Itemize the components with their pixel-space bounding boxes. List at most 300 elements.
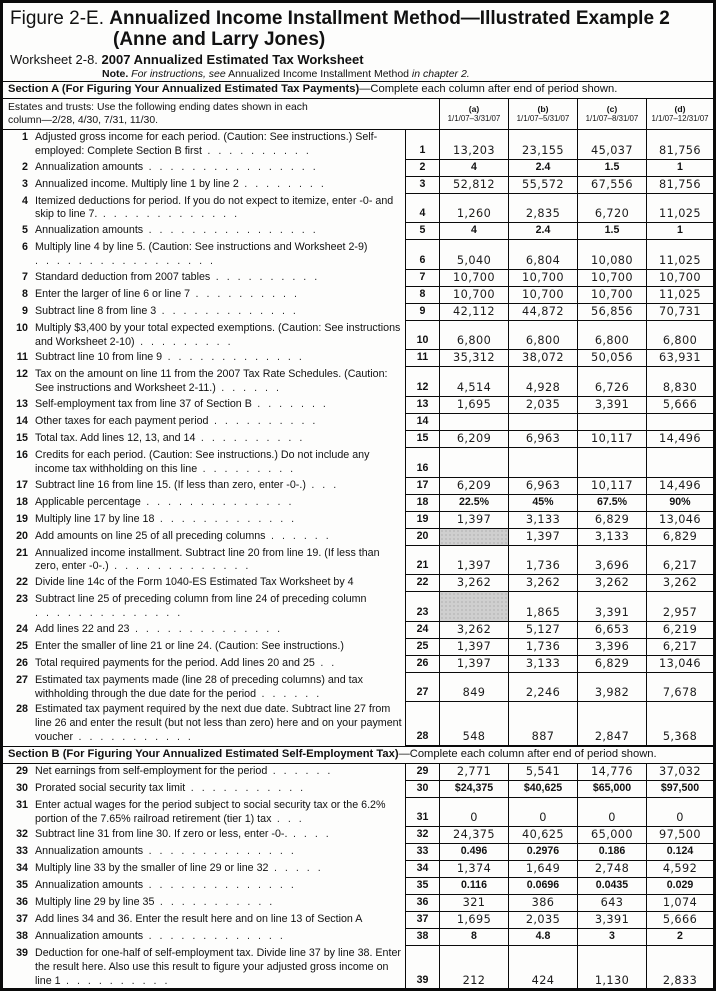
row-17-value-a: 6,209 (439, 478, 508, 495)
row-38-label: 38 (16, 930, 28, 943)
estates-trusts-note: Estates and trusts: Use the following ending dates shown in each column—2/28, 4/30, 7/31, 11/30. (3, 99, 439, 130)
row-33-value-d: 0.124 (646, 844, 713, 861)
row-14-value-d (646, 414, 713, 431)
row-20-value-c: 3,133 (577, 529, 646, 546)
row-37-label: 37 (16, 913, 28, 926)
row-23-value-a (439, 592, 508, 622)
row-10-text: Multiply $3,400 by your total expected exemptions. (Caution: See instructions and Worksheet 2-10) (35, 321, 401, 348)
row-9-number: 9 (405, 304, 439, 321)
row-17-description (3, 478, 405, 495)
row-36-description (3, 895, 405, 912)
row-11-text: Subtract line 10 from line 9 (35, 351, 163, 364)
row-12-description (3, 367, 405, 397)
row-21-label: 21 (16, 546, 28, 559)
row-16-text: Credits for each period. (Caution: See instructions.) Do not include any income tax withholding on this line (35, 448, 370, 475)
row-30-text: Prorated social security tax limit (35, 781, 186, 794)
dot-leader: . . . . . . . (251, 397, 329, 410)
row-30-number: 30 (405, 781, 439, 798)
row-3-value-a: 52,812 (439, 177, 508, 194)
row-29-label: 29 (16, 764, 28, 777)
row-7-value-a: 10,700 (439, 270, 508, 287)
row-34-description (3, 861, 405, 878)
row-14-value-c (577, 414, 646, 431)
row-26-label: 26 (16, 656, 28, 669)
dot-leader: . . . (305, 478, 339, 491)
row-8-value-d: 11,025 (646, 287, 713, 304)
dot-leader: . . . . . . . . . . . (185, 781, 306, 794)
row-9-description (3, 304, 405, 321)
row-30-label: 30 (16, 781, 28, 794)
row-18-value-d: 90% (646, 495, 713, 512)
row-1-value-d: 81,756 (646, 130, 713, 160)
row-21-value-c: 3,696 (577, 546, 646, 576)
row-13-number: 13 (405, 397, 439, 414)
row-38-text: Annualization amounts (35, 930, 144, 943)
row-10-description (3, 321, 405, 351)
row-33-value-a: 0.496 (439, 844, 508, 861)
row-24-text: Add lines 22 and 23 (35, 622, 130, 635)
row-27-text: Estimated tax payments made (line 28 of preceding columns) and tax withholding through the due date for the period (35, 673, 363, 700)
dot-leader: . . . . . . . . . . . . . (162, 351, 305, 364)
row-5-text: Annualization amounts (35, 224, 144, 237)
row-8-text: Enter the larger of line 6 or line 7 (35, 287, 191, 300)
row-9-value-d: 70,731 (646, 304, 713, 321)
row-36-value-b: 386 (508, 895, 577, 912)
row-1-value-b: 23,155 (508, 130, 577, 160)
row-13-value-b: 2,035 (508, 397, 577, 414)
column-header-c: (c) 1/1/07–8/31/07 (577, 99, 646, 130)
worksheet-label: Worksheet 2-8. (10, 52, 98, 67)
worksheet-subtitle (10, 52, 707, 68)
dot-leader: . . . . . (268, 862, 324, 875)
row-36-value-c: 643 (577, 895, 646, 912)
row-2-value-c: 1.5 (577, 160, 646, 177)
row-13-text: Self-employment tax from line 37 of Section B (35, 397, 252, 410)
row-37-value-a: 1,695 (439, 912, 508, 929)
row-31-text: Enter actual wages for the period subject to social security tax or the 6.2% portion of the 7.65% railroad retirement (tier 1) tax (35, 798, 386, 825)
row-12-value-d: 8,830 (646, 367, 713, 397)
row-30-value-d: $97,500 (646, 781, 713, 798)
row-37-value-c: 3,391 (577, 912, 646, 929)
row-2-label: 2 (22, 160, 28, 173)
section-b-table-wrap (3, 764, 713, 991)
row-3-value-d: 81,756 (646, 177, 713, 194)
row-30-value-b: $40,625 (508, 781, 577, 798)
row-16-value-d (646, 448, 713, 478)
row-27-number: 27 (405, 673, 439, 703)
column-header-a: (a) 1/1/07–3/31/07 (439, 99, 508, 130)
row-37-description (3, 912, 405, 929)
dot-leader: . . . . . . (256, 687, 322, 700)
row-28-value-c: 2,847 (577, 702, 646, 745)
row-29-text: Net earnings from self-employment for the period (35, 764, 268, 777)
row-36-number: 36 (405, 895, 439, 912)
row-8-label: 8 (22, 287, 28, 300)
column-header-b: (b) 1/1/07–5/31/07 (508, 99, 577, 130)
row-36-value-a: 321 (439, 895, 508, 912)
row-21-description (3, 546, 405, 576)
row-34-value-d: 4,592 (646, 861, 713, 878)
row-8-value-c: 10,700 (577, 287, 646, 304)
row-28-label: 28 (16, 703, 28, 716)
row-27-value-c: 3,982 (577, 673, 646, 703)
row-13-description (3, 397, 405, 414)
dot-leader: . . . . . . . . . . (208, 414, 318, 427)
row-32-label: 32 (16, 828, 28, 841)
row-10-number: 10 (405, 321, 439, 351)
row-5-value-c: 1.5 (577, 223, 646, 240)
row-7-value-d: 10,700 (646, 270, 713, 287)
row-10-value-b: 6,800 (508, 321, 577, 351)
row-21-number: 21 (405, 546, 439, 576)
row-3-text: Annualized income. Multiply line 1 by line 2 (35, 177, 239, 190)
row-25-value-d: 6,217 (646, 639, 713, 656)
dot-leader: . . . . . . . . . . . . . . (35, 606, 183, 619)
row-36-value-d: 1,074 (646, 895, 713, 912)
dot-leader: . . . . . . . . (238, 177, 327, 190)
row-2-description (3, 160, 405, 177)
row-25-number: 25 (405, 639, 439, 656)
row-5-number: 5 (405, 223, 439, 240)
row-37-value-d: 5,666 (646, 912, 713, 929)
row-24-value-b: 5,127 (508, 622, 577, 639)
row-25-text: Enter the smaller of line 21 or line 24. (Caution: See instructions.) (35, 639, 344, 652)
row-32-number: 32 (405, 827, 439, 844)
row-39-value-c: 1,130 (577, 946, 646, 989)
row-9-text: Subtract line 8 from line 3 (35, 304, 157, 317)
row-20-label: 20 (16, 529, 28, 542)
row-7-value-b: 10,700 (508, 270, 577, 287)
row-20-value-a (439, 529, 508, 546)
row-34-value-c: 2,748 (577, 861, 646, 878)
row-29-value-b: 5,541 (508, 764, 577, 781)
row-22-description (3, 575, 405, 592)
row-24-number: 24 (405, 622, 439, 639)
row-38-value-b: 4.8 (508, 929, 577, 946)
row-15-value-a: 6,209 (439, 431, 508, 448)
row-39-number: 39 (405, 946, 439, 989)
dot-leader: . . . . . . . . . . (210, 270, 320, 283)
row-5-value-b: 2.4 (508, 223, 577, 240)
row-28-number: 28 (405, 702, 439, 745)
dot-leader: . . . . . . . . . . (195, 431, 305, 444)
row-8-description (3, 287, 405, 304)
row-18-value-b: 45% (508, 495, 577, 512)
row-12-text: Tax on the amount on line 11 from the 2007 Tax Rate Schedules. (Caution: See instructions and Worksheet 2-11.) (35, 368, 388, 395)
row-19-value-d: 13,046 (646, 512, 713, 529)
dot-leader: . . . . . . . . . . . . . . (143, 879, 297, 892)
row-35-value-d: 0.029 (646, 878, 713, 895)
row-19-number: 19 (405, 512, 439, 529)
row-30-value-a: $24,375 (439, 781, 508, 798)
row-10-value-d: 6,800 (646, 321, 713, 351)
row-29-value-a: 2,771 (439, 764, 508, 781)
row-16-value-a (439, 448, 508, 478)
row-21-text: Annualized income installment. Subtract line 20 from line 19. (If less than zero, enter -0-.) (35, 546, 380, 573)
dot-leader: . . . . . . . . . . . . . (156, 304, 299, 317)
row-19-text: Multiply line 17 by line 18 (35, 512, 155, 525)
row-10-label: 10 (16, 321, 28, 334)
row-3-description (3, 177, 405, 194)
row-4-number: 4 (405, 194, 439, 224)
row-27-value-b: 2,246 (508, 673, 577, 703)
row-3-value-b: 55,572 (508, 177, 577, 194)
row-15-value-c: 10,117 (577, 431, 646, 448)
row-5-value-a: 4 (439, 223, 508, 240)
row-18-value-c: 67.5% (577, 495, 646, 512)
row-2-value-b: 2.4 (508, 160, 577, 177)
row-34-value-a: 1,374 (439, 861, 508, 878)
row-32-text: Subtract line 31 from line 30. If zero or less, enter -0-. (35, 828, 288, 841)
row-24-value-a: 3,262 (439, 622, 508, 639)
row-4-value-b: 2,835 (508, 194, 577, 224)
row-27-value-d: 7,678 (646, 673, 713, 703)
dot-leader: . . . . . . . . . . . . . . (140, 495, 294, 508)
row-25-label: 25 (16, 639, 28, 652)
row-4-value-a: 1,260 (439, 194, 508, 224)
row-21-value-d: 6,217 (646, 546, 713, 576)
row-19-description (3, 512, 405, 529)
row-23-description (3, 592, 405, 622)
row-22-number: 22 (405, 575, 439, 592)
row-23-number: 23 (405, 592, 439, 622)
row-28-text: Estimated tax payment required by the next due date. Subtract line 27 from line 26 and enter the result (but not less than zero) here and on your payment voucher (35, 703, 402, 743)
row-2-number: 2 (405, 160, 439, 177)
dot-leader: . . . . . . . . . . (201, 144, 312, 157)
figure-title-line2: (Anne and Larry Jones) (113, 29, 326, 50)
row-27-label: 27 (16, 673, 28, 686)
row-12-value-b: 4,928 (508, 367, 577, 397)
row-5-value-d: 1 (646, 223, 713, 240)
figure-title-line1 (10, 8, 707, 29)
row-14-value-b (508, 414, 577, 431)
row-39-value-b: 424 (508, 946, 577, 989)
row-2-value-d: 1 (646, 160, 713, 177)
row-1-text: Adjusted gross income for each period. (Caution: See instructions.) Self-employed: Complete Section B first (35, 131, 378, 157)
row-38-number: 38 (405, 929, 439, 946)
row-16-value-c (577, 448, 646, 478)
row-17-value-c: 10,117 (577, 478, 646, 495)
row-29-description (3, 764, 405, 781)
row-1-value-a: 13,203 (439, 130, 508, 160)
row-37-text: Add lines 34 and 36. Enter the result here and on line 13 of Section A (35, 913, 363, 926)
row-28-value-b: 887 (508, 702, 577, 745)
dot-leader: . . . . . . (267, 764, 333, 777)
row-26-value-b: 3,133 (508, 656, 577, 673)
row-12-value-c: 6,726 (577, 367, 646, 397)
row-17-value-b: 6,963 (508, 478, 577, 495)
row-35-label: 35 (16, 879, 28, 892)
row-32-value-c: 65,000 (577, 827, 646, 844)
row-12-value-a: 4,514 (439, 367, 508, 397)
column-header-d: (d) 1/1/07–12/31/07 (646, 99, 713, 130)
row-36-label: 36 (16, 896, 28, 909)
row-7-text: Standard deduction from 2007 tables (35, 270, 211, 283)
row-20-description (3, 529, 405, 546)
row-39-value-a: 212 (439, 946, 508, 989)
row-33-description (3, 844, 405, 861)
row-32-description (3, 827, 405, 844)
dot-leader: . . . . . . . . . . (190, 287, 300, 300)
row-11-label: 11 (16, 351, 28, 364)
row-24-value-d: 6,219 (646, 622, 713, 639)
dot-leader: . . . . . . . . . (197, 462, 296, 475)
row-6-value-a: 5,040 (439, 240, 508, 270)
row-32-value-b: 40,625 (508, 827, 577, 844)
row-14-number: 14 (405, 414, 439, 431)
row-37-value-b: 2,035 (508, 912, 577, 929)
row-9-value-a: 42,112 (439, 304, 508, 321)
row-35-value-b: 0.0696 (508, 878, 577, 895)
row-7-number: 7 (405, 270, 439, 287)
row-38-value-c: 3 (577, 929, 646, 946)
row-4-value-c: 6,720 (577, 194, 646, 224)
row-12-label: 12 (16, 368, 28, 381)
row-24-value-c: 6,653 (577, 622, 646, 639)
row-34-value-b: 1,649 (508, 861, 577, 878)
dot-leader: . . . . . . . . . . . . . (97, 208, 240, 221)
row-33-label: 33 (16, 845, 28, 858)
row-22-label: 22 (16, 576, 28, 589)
row-32-value-d: 97,500 (646, 827, 713, 844)
figure-title-text: Annualized Income Installment Method—Illustrated Example 2 (109, 8, 670, 29)
row-15-description (3, 431, 405, 448)
row-10-value-c: 6,800 (577, 321, 646, 351)
row-6-value-d: 11,025 (646, 240, 713, 270)
dot-leader: . . . . . . (215, 382, 282, 395)
row-25-value-c: 3,396 (577, 639, 646, 656)
row-34-label: 34 (16, 862, 28, 875)
row-1-number: 1 (405, 130, 439, 160)
row-31-description (3, 798, 405, 828)
row-35-value-a: 0.116 (439, 878, 508, 895)
row-28-value-d: 5,368 (646, 702, 713, 745)
dot-leader: . . . . . . (265, 529, 332, 542)
row-30-description (3, 781, 405, 798)
row-20-text: Add amounts on line 25 of all preceding columns (35, 529, 266, 542)
dot-leader: . . . . . . . . . . . . . . (143, 845, 297, 858)
row-34-number: 34 (405, 861, 439, 878)
row-13-value-a: 1,695 (439, 397, 508, 414)
row-25-value-a: 1,397 (439, 639, 508, 656)
row-19-label: 19 (16, 512, 28, 525)
row-30-value-c: $65,000 (577, 781, 646, 798)
row-26-number: 26 (405, 656, 439, 673)
row-11-value-d: 63,931 (646, 350, 713, 367)
row-13-label: 13 (16, 397, 28, 410)
row-17-number: 17 (405, 478, 439, 495)
row-5-label: 5 (22, 224, 28, 237)
row-1-description (3, 130, 405, 160)
row-21-value-b: 1,736 (508, 546, 577, 576)
row-6-text: Multiply line 4 by line 5. (Caution: See instructions and Worksheet 2-9) (35, 241, 368, 254)
row-7-value-c: 10,700 (577, 270, 646, 287)
row-6-label: 6 (22, 241, 28, 254)
row-15-label: 15 (16, 431, 28, 444)
row-35-value-c: 0.0435 (577, 878, 646, 895)
row-25-value-b: 1,736 (508, 639, 577, 656)
row-4-label: 4 (22, 194, 28, 207)
section-a-header: Section A (For Figuring Your Annualized Estimated Tax Payments)—Complete each column after end of period shown. (3, 81, 713, 99)
section-b-table (3, 764, 713, 990)
dot-leader: . . . . . . . . . (134, 335, 234, 348)
row-23-label: 23 (16, 593, 28, 606)
row-34-text: Multiply line 33 by the smaller of line 29 or line 32 (35, 862, 269, 875)
row-23-value-c: 3,391 (577, 592, 646, 622)
row-23-value-d: 2,957 (646, 592, 713, 622)
row-14-description (3, 414, 405, 431)
row-39-description (3, 946, 405, 989)
row-23-text: Subtract line 25 of preceding column from line 24 of preceding column (35, 593, 367, 606)
row-27-value-a: 849 (439, 673, 508, 703)
instructions-note: Note. For instructions, see Annualized Income Installment Method in chapter 2. (102, 68, 470, 80)
dot-leader: . . . . . . . . . . . (73, 730, 194, 743)
row-15-text: Total tax. Add lines 12, 13, and 14 (35, 431, 196, 444)
row-28-description (3, 702, 405, 745)
row-19-value-b: 3,133 (508, 512, 577, 529)
row-31-value-d: 0 (646, 798, 713, 828)
row-18-number: 18 (405, 495, 439, 512)
row-39-label: 39 (16, 947, 28, 960)
row-22-value-d: 3,262 (646, 575, 713, 592)
row-6-description (3, 240, 405, 270)
row-9-value-b: 44,872 (508, 304, 577, 321)
row-8-value-a: 10,700 (439, 287, 508, 304)
row-4-text: Itemized deductions for period. If you do not expect to itemize, enter -0- and skip to line 7. (35, 194, 394, 221)
row-32-value-a: 24,375 (439, 827, 508, 844)
row-6-value-c: 10,080 (577, 240, 646, 270)
row-8-value-b: 10,700 (508, 287, 577, 304)
figure-title-block (3, 3, 713, 81)
row-22-value-c: 3,262 (577, 575, 646, 592)
row-33-number: 33 (405, 844, 439, 861)
dot-leader: . . . . . . . . . . . . . . . . (143, 224, 319, 237)
row-13-value-c: 3,391 (577, 397, 646, 414)
row-26-value-a: 1,397 (439, 656, 508, 673)
row-18-text: Applicable percentage (35, 495, 141, 508)
row-12-number: 12 (405, 367, 439, 397)
row-14-value-a (439, 414, 508, 431)
row-11-value-a: 35,312 (439, 350, 508, 367)
row-16-number: 16 (405, 448, 439, 478)
row-8-number: 8 (405, 287, 439, 304)
row-29-number: 29 (405, 764, 439, 781)
row-17-text: Subtract line 16 from line 15. (If less than zero, enter -0-.) (35, 478, 306, 491)
row-3-number: 3 (405, 177, 439, 194)
row-15-number: 15 (405, 431, 439, 448)
row-26-text: Total required payments for the period. Add lines 20 and 25 (35, 656, 315, 669)
dot-leader: . . (314, 656, 337, 669)
row-4-description (3, 194, 405, 224)
row-11-value-b: 38,072 (508, 350, 577, 367)
row-11-value-c: 50,056 (577, 350, 646, 367)
row-24-label: 24 (16, 622, 28, 635)
row-24-description (3, 622, 405, 639)
row-7-description (3, 270, 405, 287)
row-38-description (3, 929, 405, 946)
row-6-number: 6 (405, 240, 439, 270)
row-2-text: Annualization amounts (35, 160, 144, 173)
row-33-value-c: 0.186 (577, 844, 646, 861)
row-31-label: 31 (16, 798, 28, 811)
row-10-value-a: 6,800 (439, 321, 508, 351)
row-20-value-d: 6,829 (646, 529, 713, 546)
row-38-value-a: 8 (439, 929, 508, 946)
row-6-value-b: 6,804 (508, 240, 577, 270)
row-2-value-a: 4 (439, 160, 508, 177)
row-27-description (3, 673, 405, 703)
dot-leader: . . . . . . . . . . . . . . (129, 622, 283, 635)
